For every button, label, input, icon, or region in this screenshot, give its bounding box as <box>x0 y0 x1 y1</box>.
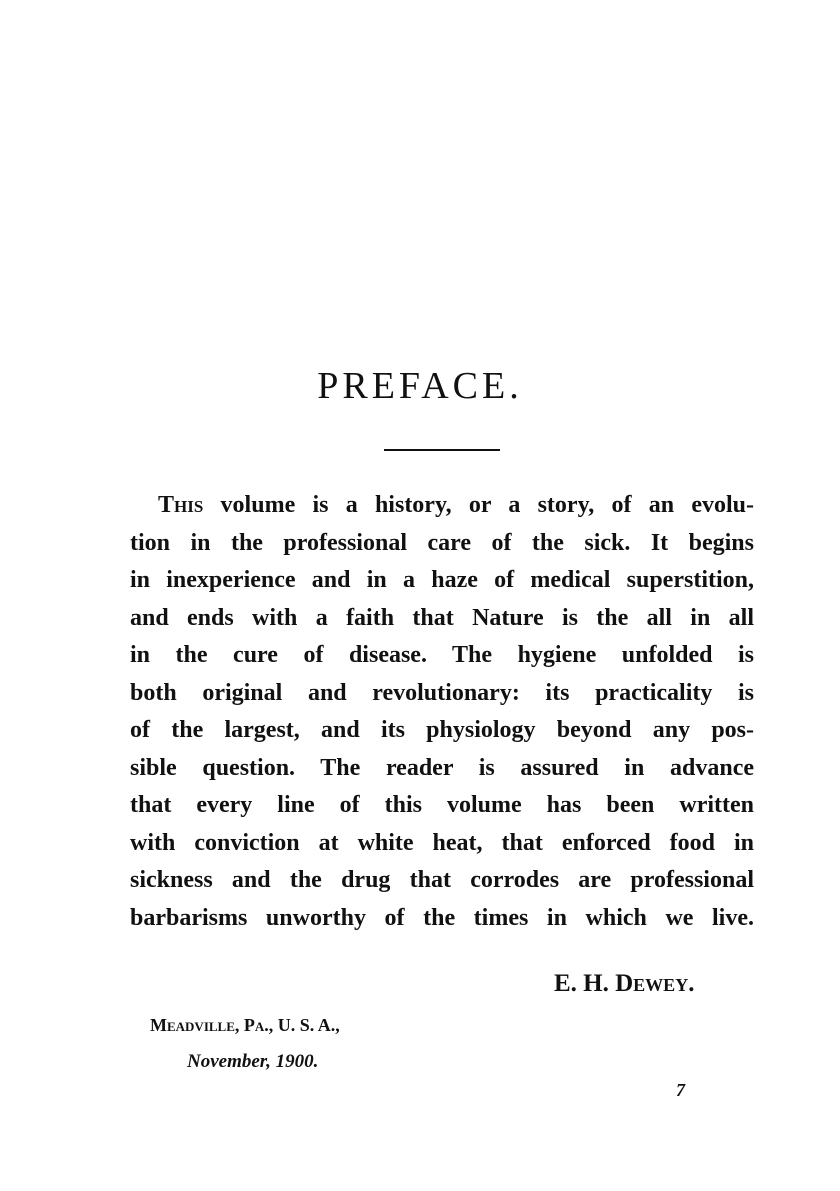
paragraph-line: sickness and the drug that corrodes are professional <box>130 867 754 893</box>
author-initials: E. H. <box>554 970 616 997</box>
first-line-text: volume is a history, or a story, of an evolu- <box>203 492 754 518</box>
place-line: Meadville, Pa., U. S. A., <box>150 1015 340 1035</box>
paragraph-line: sible question. The reader is assured in advance <box>130 754 754 781</box>
paragraph-line: in the cure of disease. The hygiene unfolded is <box>130 642 754 668</box>
paragraph-line-last: barbarisms unworthy of the times in which we live. <box>130 904 754 931</box>
paragraph-line: tion in the professional care of the sick. It begins <box>130 529 754 556</box>
author-surname: Dewey. <box>615 970 695 997</box>
paragraph-line: that every line of this volume has been written <box>130 792 754 818</box>
paragraph-line <box>130 487 754 525</box>
author-signature <box>554 970 694 998</box>
title-rule <box>384 449 500 451</box>
date-line: November, 1900. <box>187 1051 319 1072</box>
preface-paragraph <box>130 487 754 937</box>
paragraph-line: of the largest, and its physiology beyond any pos- <box>130 717 754 743</box>
paragraph-line: in inexperience and in a haze of medical superstition, <box>130 567 754 593</box>
lead-word: This <box>158 492 204 518</box>
page-number: 7 <box>676 1080 685 1100</box>
page-title: PREFACE. <box>317 365 523 407</box>
paragraph-line: with conviction at white heat, that enforced food in <box>130 829 754 856</box>
paragraph-line: both original and revolutionary: its practicality is <box>130 679 754 706</box>
paragraph-line: and ends with a faith that Nature is the all in all <box>130 604 754 631</box>
